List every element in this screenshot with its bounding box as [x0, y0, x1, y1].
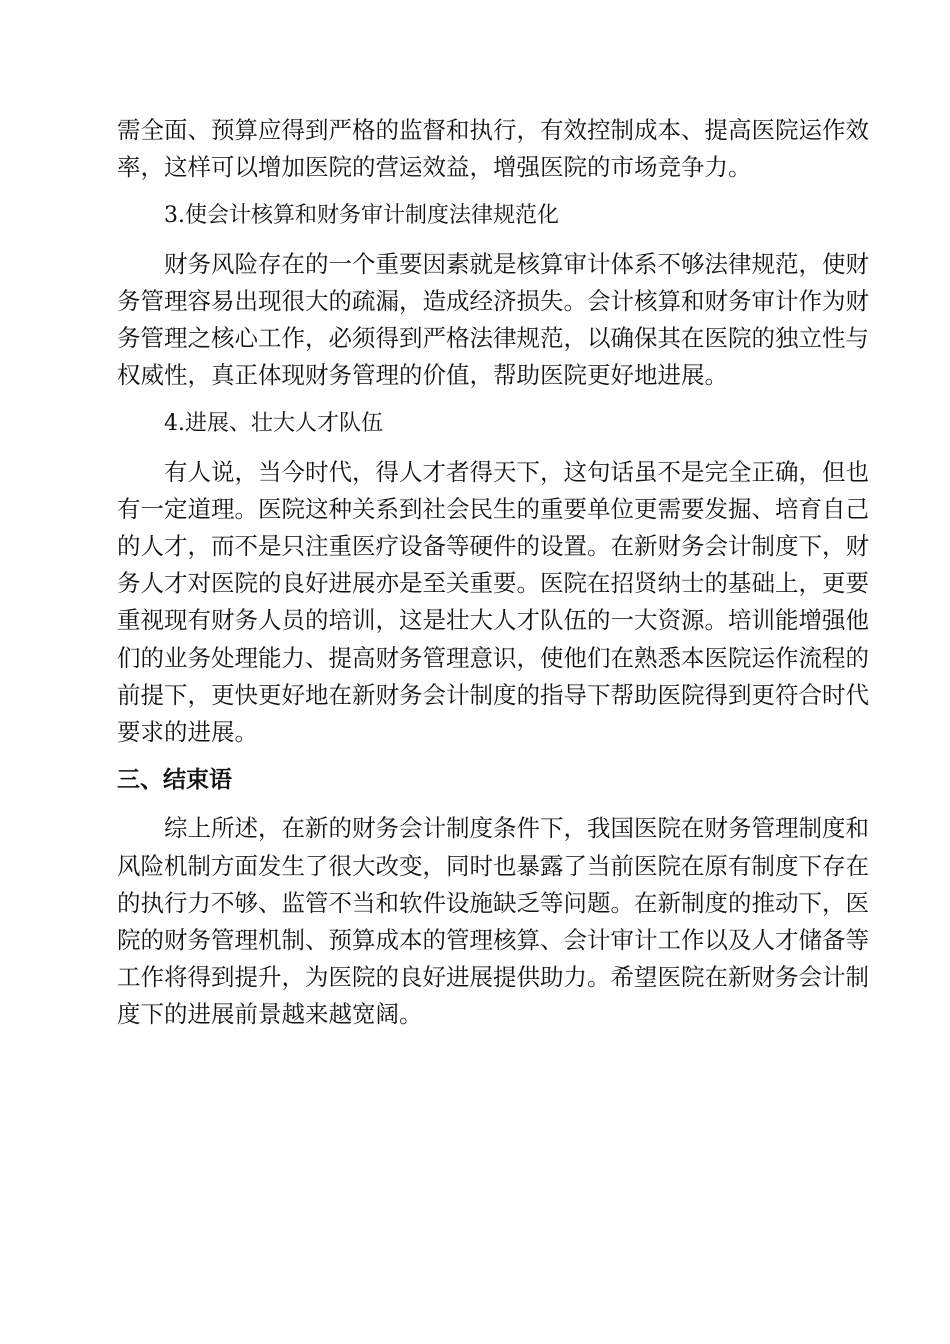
text-line: 风险机制方面发生了很大改变，同时也暴露了当前医院在原有制度下存在 — [117, 851, 869, 880]
paragraph-continuation — [117, 112, 869, 186]
text-line: 权威性，真正体现财务管理的价值，帮助医院更好地进展。 — [117, 361, 728, 390]
text-line: 综上所述，在新的财务会计制度条件下，我国医院在财务管理制度和 — [164, 814, 869, 843]
text-line: 的人才，而不是只注重医疗设备等硬件的设置。在新财务会计制度下，财 — [117, 532, 869, 561]
text-line: 务管理容易出现很大的疏漏，造成经济损失。会计核算和财务审计作为财 — [117, 286, 869, 315]
subheading-3: 3.使会计核算和财务审计制度法律规范化 — [164, 203, 559, 229]
text-line: 前提下，更快更好地在新财务会计制度的指导下帮助医院得到更符合时代 — [117, 680, 869, 709]
text-line: 率，这样可以增加医院的营运效益，增强医院的市场竞争力。 — [117, 153, 752, 182]
text-line: 有一定道理。医院这种关系到社会民生的重要单位更需要发掘、培育自己 — [117, 494, 869, 523]
section-heading-conclusion: 三、结束语 — [117, 767, 232, 794]
text-line: 务人才对医院的良好进展亦是至关重要。医院在招贤纳士的基础上，更要 — [117, 569, 869, 598]
paragraph-talent — [117, 454, 869, 752]
text-line: 重视现有财务人员的培训，这是壮大人才队伍的一大资源。培训能增强他 — [117, 606, 869, 635]
paragraph-legal-norms — [117, 246, 869, 395]
text-line: 们的业务处理能力、提高财务管理意识，使他们在熟悉本医院运作流程的 — [117, 643, 869, 672]
subheading-4: 4.进展、壮大人才队伍 — [164, 411, 383, 437]
text-line: 财务风险存在的一个重要因素就是核算审计体系不够法律规范，使财 — [164, 249, 869, 278]
text-line: 需全面、预算应得到严格的监督和执行，有效控制成本、提高医院运作效 — [117, 116, 869, 144]
text-line: 有人说，当今时代，得人才者得天下，这句话虽不是完全正确，但也 — [164, 457, 869, 486]
text-line: 院的财务管理机制、预算成本的管理核算、会计审计工作以及人才储备等 — [117, 926, 869, 955]
document-page — [117, 112, 869, 1045]
text-line: 务管理之核心工作，必须得到严格法律规范，以确保其在医院的独立性与 — [117, 324, 869, 353]
text-line: 度下的进展前景越来越宽阔。 — [117, 1000, 423, 1029]
text-line: 工作将得到提升，为医院的良好进展提供助力。希望医院在新财务会计制 — [117, 963, 869, 992]
text-line: 要求的进展。 — [117, 718, 258, 747]
text-line: 的执行力不够、监管不当和软件设施缺乏等问题。在新制度的推动下，医 — [117, 888, 869, 917]
paragraph-conclusion — [117, 810, 869, 1033]
